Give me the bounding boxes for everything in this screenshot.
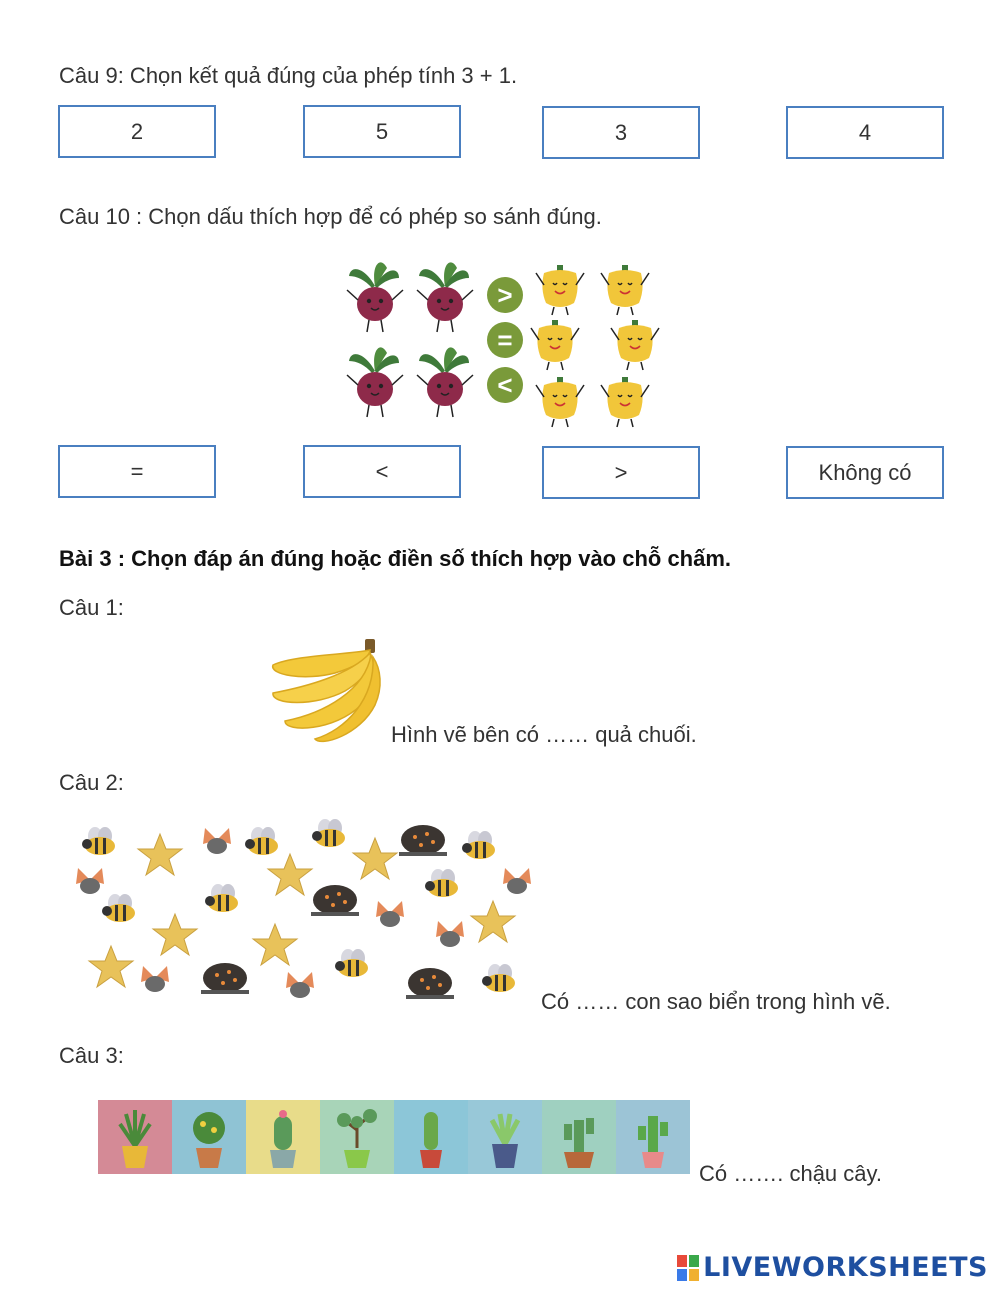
liveworksheets-logo[interactable] (677, 1252, 988, 1283)
q10-option-2[interactable]: < (303, 445, 461, 498)
question-1-label: Câu 1: (59, 595, 124, 620)
plants-image (98, 1100, 690, 1174)
liveworksheets-logo-icon (677, 1255, 699, 1281)
q9-option-4[interactable]: 4 (786, 106, 944, 159)
question-10-text: Câu 10 : Chọn dấu thích hợp để có phép so sánh đúng. (59, 204, 602, 229)
question-2-label: Câu 2: (59, 770, 124, 795)
logo-brand-text: LIVEWORKSHEETS (703, 1252, 988, 1283)
sign-greater: > (497, 280, 513, 310)
question-3-text: Có ……. chậu cây. (699, 1161, 882, 1186)
q10-option-3[interactable]: > (542, 446, 700, 499)
question-9-text: Câu 9: Chọn kết quả đúng của phép tính 3 + 1. (59, 63, 518, 88)
question-3-label: Câu 3: (59, 1043, 124, 1068)
banana-image (265, 635, 385, 745)
sign-equal: = (497, 325, 513, 355)
q9-option-3[interactable]: 3 (542, 106, 700, 159)
question-2-text: Có …… con sao biển trong hình vẽ. (541, 989, 891, 1014)
question-1-text: Hình vẽ bên có …… quả chuối. (391, 722, 697, 747)
animals-image (75, 818, 535, 1013)
q10-option-1[interactable]: = (58, 445, 216, 498)
q9-option-1[interactable]: 2 (58, 105, 216, 158)
comparison-illustration (345, 255, 665, 425)
section-3-title: Bài 3 : Chọn đáp án đúng hoặc điền số thích hợp vào chỗ chấm. (59, 546, 732, 571)
q10-option-4[interactable]: Không có (786, 446, 944, 499)
sign-less: < (497, 370, 513, 400)
q9-option-2[interactable]: 5 (303, 105, 461, 158)
